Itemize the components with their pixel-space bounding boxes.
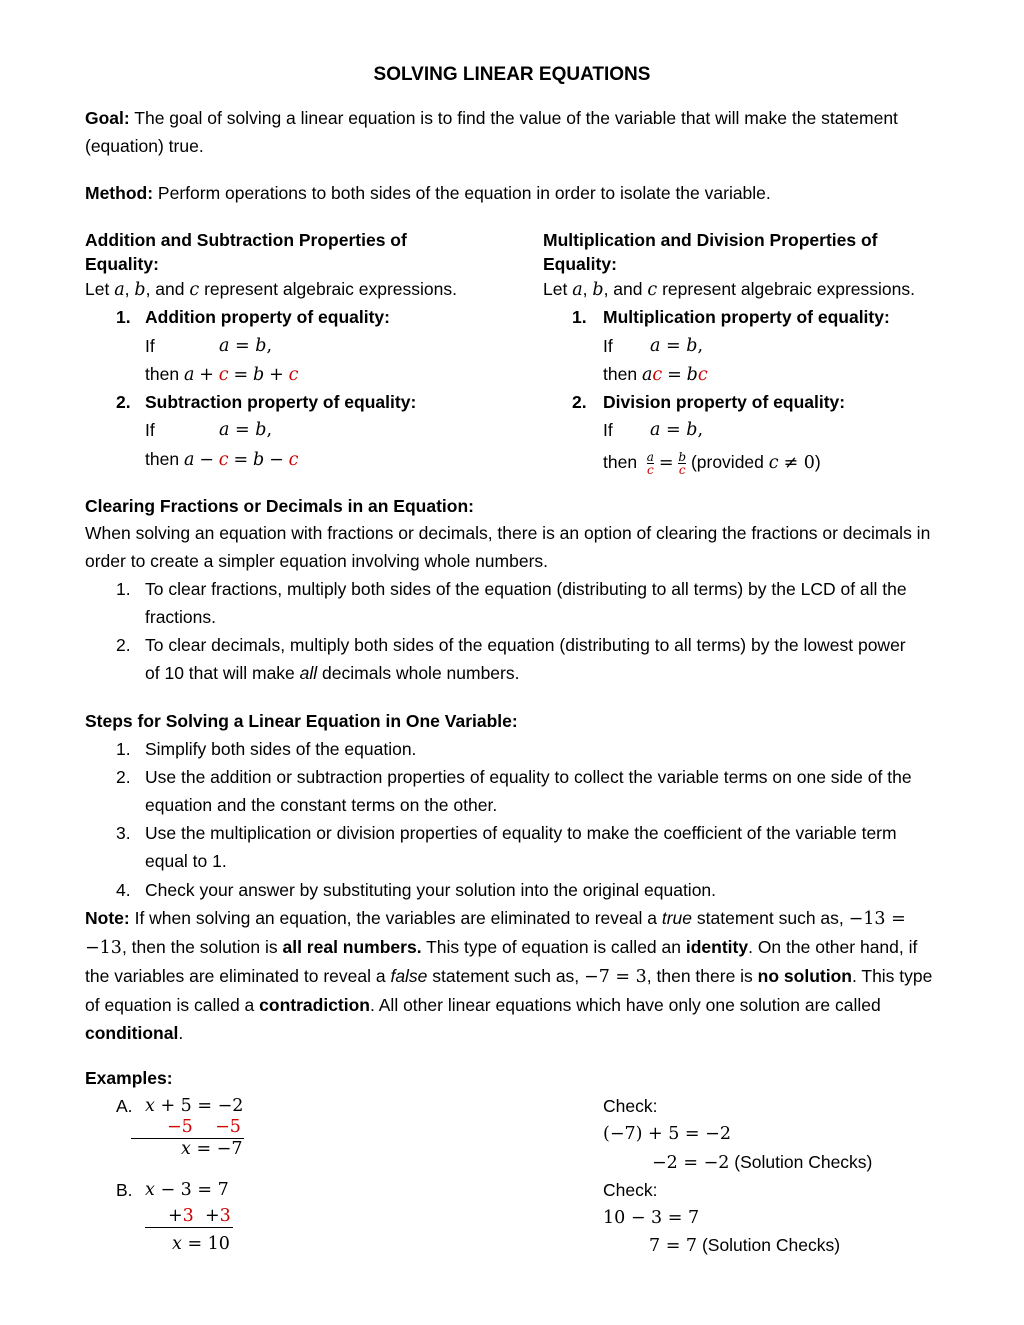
add-sub-let-line: Let a, b, and c represent algebraic expressions. [85,279,457,300]
example-a-result: x = −7 [181,1139,243,1159]
div-prop-if: If [603,420,613,440]
example-a-check-label: Check: [603,1096,658,1116]
clearing-heading: Clearing Fractions or Decimals in an Equation: [85,496,474,516]
step-item: Simplify both sides of the equation. [145,739,417,759]
sub-prop-title: Subtraction property of equality: [145,392,417,412]
add-prop-if-eq: a = b, [219,336,273,356]
sub-prop-if: If [145,420,155,440]
goal-paragraph [85,104,945,160]
step-item: Use the addition or subtraction properties of equality to collect the variable terms on one side of the equation and the constant terms on the other. [145,767,912,815]
example-b-result: x = 10 [172,1234,230,1254]
example-b-check-eq: 10 − 3 = 7 [603,1208,700,1228]
step-item: Use the multiplication or division properties of equality to make the coefficient of the variable term equal to 1. [145,823,897,871]
goal-text: The goal of solving a linear equation is to find the value of the variable that will make the statement (equation) true. [85,108,898,156]
page-title: SOLVING LINEAR EQUATIONS [373,64,651,85]
step-num: 4. [116,880,131,900]
example-b-check-result: 7 = 7 (Solution Checks) [649,1235,841,1256]
steps-heading: Steps for Solving a Linear Equation in One Variable: [85,711,518,731]
examples-heading: Examples: [85,1068,173,1088]
add-sub-heading: Addition and Subtraction Properties of [85,230,407,250]
example-b-label: B. [116,1180,133,1200]
add-prop-title: Addition property of equality: [145,307,390,327]
clearing-intro: When solving an equation with fractions or decimals, there is an option of clearing the fractions or decimals in order to create a simpler equation involving whole numbers. [85,523,931,571]
div-prop-num: 2. [572,392,587,412]
method-label: Method: [85,183,154,203]
method-paragraph [85,179,945,207]
clearing-item1: To clear fractions, multiply both sides of the equation (distributing to all terms) by the LCD of all the fractions. [145,579,907,627]
goal-label: Goal: [85,108,130,128]
step-num: 3. [116,823,131,843]
mul-div-heading: Multiplication and Division Properties of [543,230,878,250]
sub-prop-then: then a − c = b − c [145,449,299,470]
clearing-item2-num: 2. [116,635,131,655]
clearing-item2: To clear decimals, multiply both sides of the equation (distributing to all terms) by the lowest power of 10 that will make all decimals whole numbers. [145,635,906,683]
add-sub-heading-line2: Equality: [85,254,159,274]
example-a-check-eq: (−7) + 5 = −2 [603,1124,731,1144]
mul-prop-if: If [603,336,613,356]
example-a-step: −5 −5 [131,1116,244,1139]
div-prop-if-eq: a = b, [650,420,704,440]
example-b-step: +3 +3 [145,1205,233,1228]
add-prop-then: then a + c = b + c [145,364,299,385]
add-prop-if: If [145,336,155,356]
example-b-equation: x − 3 = 7 [145,1180,229,1200]
note-paragraph: Note: If when solving an equation, the variables are eliminated to reveal a true statement such as, −13 = −13, then the solution is all real numbers. This type of equation is called an identity. On the other hand, if the variables are eliminated to reveal a false statement such as, −7 = 3, then there is no solution. This type of equation is called a contradiction. All other linear equations which have only one solution are called conditional. [85,908,933,1043]
step-item: Check your answer by substituting your solution into the original equation. [145,880,717,900]
mul-prop-then: then ac = bc [603,364,708,385]
mul-prop-num: 1. [572,307,587,327]
sub-prop-if-eq: a = b, [219,420,273,440]
mul-prop-title: Multiplication property of equality: [603,307,890,327]
step-num: 1. [116,739,131,759]
example-a-equation: x + 5 = −2 [145,1096,244,1116]
div-prop-title: Division property of equality: [603,392,846,412]
step-num: 2. [116,767,131,787]
method-text: Perform operations to both sides of the equation in order to isolate the variable. [153,183,771,203]
sub-prop-num: 2. [116,392,131,412]
add-prop-num: 1. [116,307,131,327]
mul-prop-if-eq: a = b, [650,336,704,356]
example-a-check-result: −2 = −2 (Solution Checks) [652,1152,873,1173]
clearing-item1-num: 1. [116,579,131,599]
example-b-check-label: Check: [603,1180,658,1200]
example-a-label: A. [116,1096,133,1116]
div-prop-then: then $\frac{a}{c}$ = $\frac{b}{c}$ (provided c ≠ 0) [603,449,821,477]
mul-div-heading-line2: Equality: [543,254,617,274]
mul-div-let-line: Let a, b, and c represent algebraic expressions. [543,279,915,300]
